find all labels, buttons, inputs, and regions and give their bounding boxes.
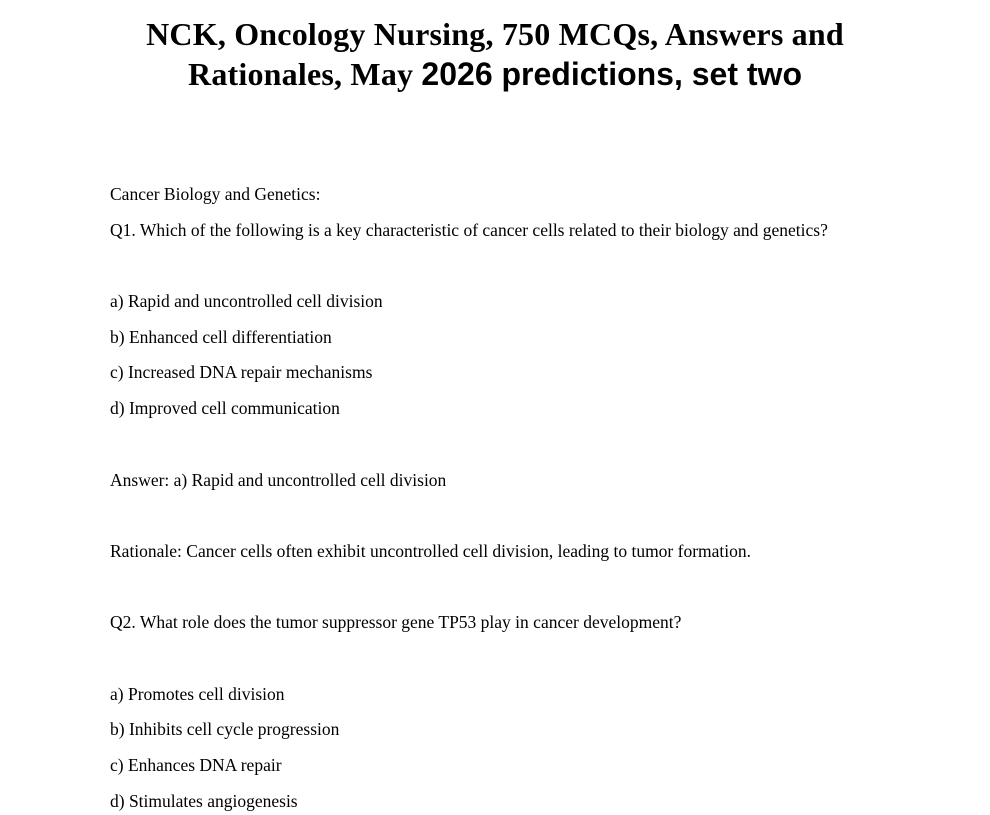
- section-heading: Cancer Biology and Genetics:: [110, 184, 321, 204]
- question-2-option-a: a) Promotes cell division: [110, 683, 285, 704]
- question-1-option-c: c) Increased DNA repair mechanisms: [110, 362, 373, 383]
- title-sans-part: 2026 predictions, set two: [421, 56, 802, 92]
- document-title: [80, 14, 910, 94]
- question-1-option-b: b) Enhanced cell differentiation: [110, 326, 332, 347]
- blank-line: [110, 505, 880, 525]
- question-1-option-a: a) Rapid and uncontrolled cell division: [110, 291, 383, 312]
- question-2-text: Q2. What role does the tumor suppressor gene TP53 play in cancer development?: [110, 612, 682, 633]
- question-1-answer: Answer: a) Rapid and uncontrolled cell division: [110, 469, 447, 490]
- title-serif-part: NCK, Oncology Nursing, 750 MCQs, Answers and Rationales, May: [146, 16, 844, 92]
- question-1-option-d: d) Improved cell communication: [110, 398, 340, 419]
- question-2-option-d: d) Stimulates angiogenesis: [110, 790, 298, 811]
- question-2-option-b: b) Inhibits cell cycle progression: [110, 719, 340, 740]
- blank-line: [110, 434, 880, 454]
- blank-line: [110, 577, 880, 597]
- document-body: [110, 184, 880, 811]
- question-1-text: Q1. Which of the following is a key characteristic of cancer cells related to their biology and genetics?: [110, 219, 828, 240]
- question-1-rationale: Rationale: Cancer cells often exhibit uncontrolled cell division, leading to tumor formation.: [110, 540, 752, 561]
- blank-line: [110, 255, 880, 275]
- question-2-option-c: c) Enhances DNA repair: [110, 755, 282, 775]
- blank-line: [110, 648, 880, 668]
